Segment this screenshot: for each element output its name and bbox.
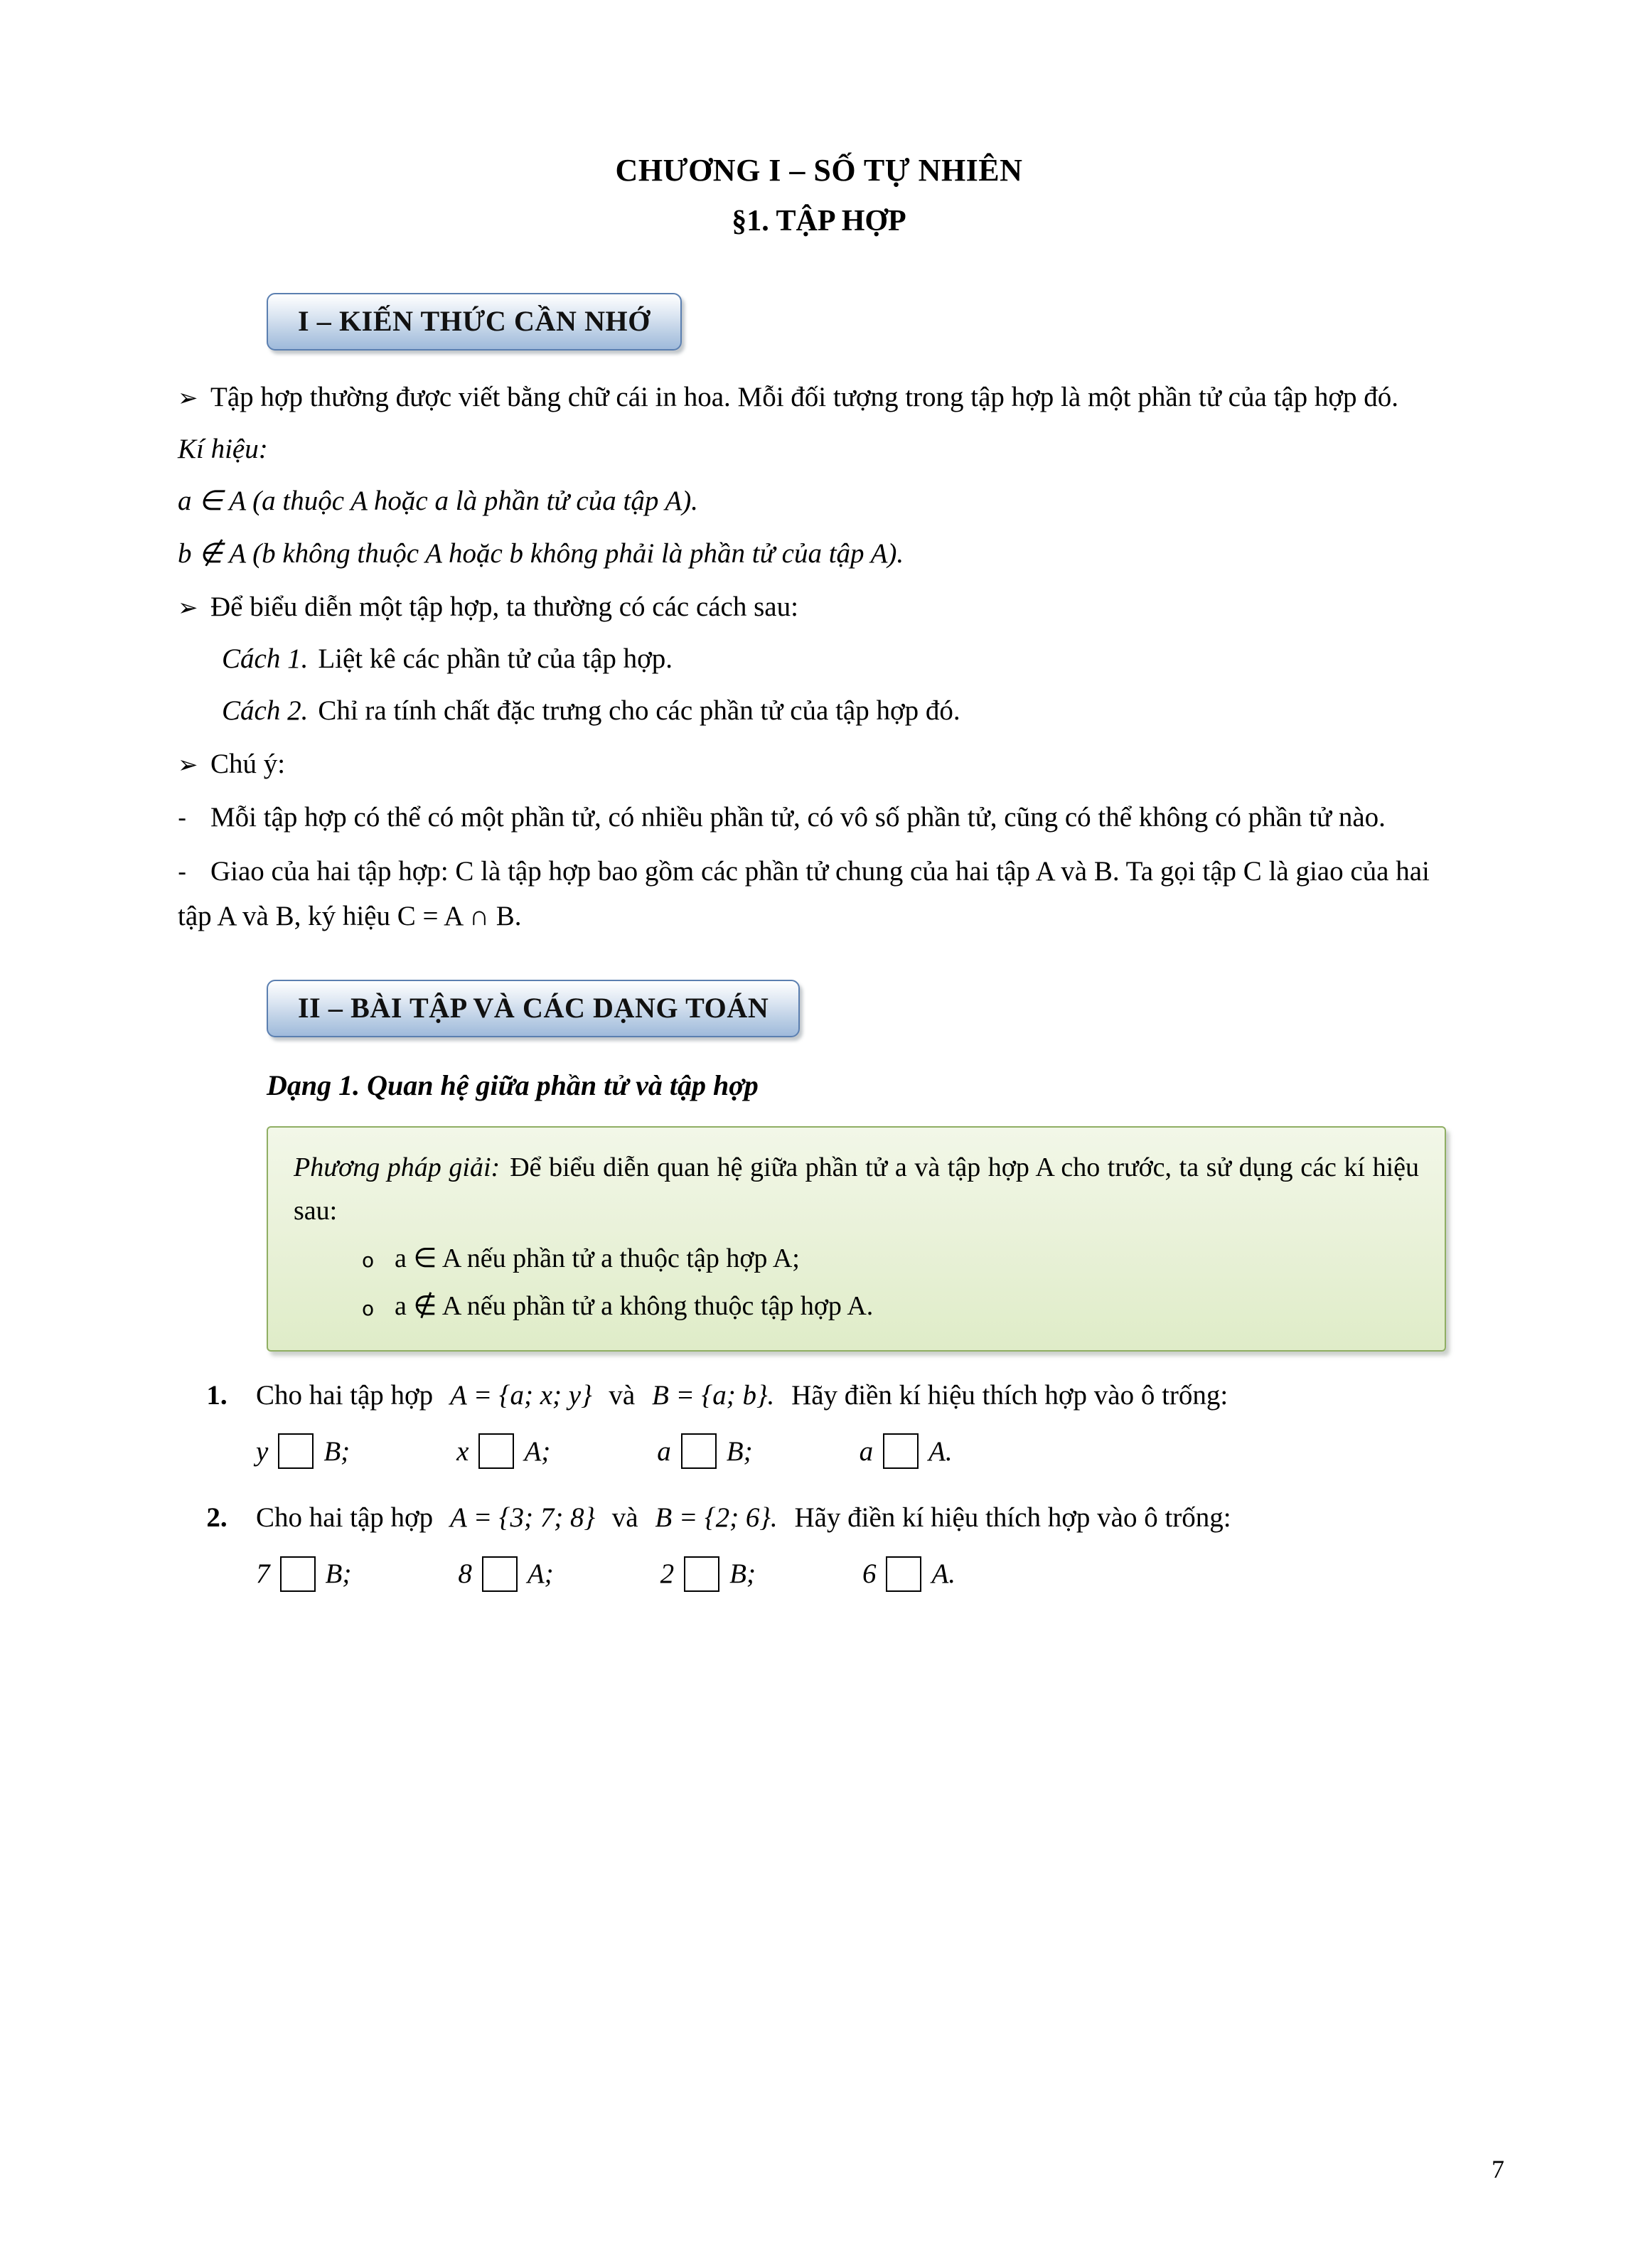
method-label: Phương pháp giải: [294, 1152, 500, 1182]
kihieu-label: Kí hiệu: [178, 434, 268, 465]
method-item-1-text: a ∈ A nếu phần tử a thuộc tập hợp A; [395, 1243, 800, 1273]
dash-bullet-icon: - [178, 804, 187, 833]
theory-note-2 [178, 849, 1460, 938]
cach2-text: Chỉ ra tính chất đặc trưng cho các phần tử của tập hợp đó. [318, 695, 960, 727]
method-box [267, 1126, 1446, 1352]
cach1-label: Cách 1. [222, 643, 309, 674]
exercise-1-blank-4 [860, 1429, 953, 1474]
exercise-2-blank-3 [660, 1551, 756, 1596]
part2-banner: II – BÀI TẬP VÀ CÁC DẠNG TOÁN [267, 980, 800, 1037]
blank-1-right: B; [325, 1558, 352, 1590]
kihieu-line-1: a ∈ A (a thuộc A hoặc a là phần tử của tập A). [178, 486, 698, 517]
method-text: Để biểu diễn quan hệ giữa phần tử a và tập hợp A cho trước, ta sử dụng các kí hiệu sau: [294, 1152, 1419, 1226]
circle-bullet-icon: o [362, 1248, 375, 1273]
exercise-1-set-b: B = {a; b}. [651, 1379, 775, 1411]
theory-note-1 [178, 795, 1460, 840]
blank-3-left: 2 [660, 1558, 675, 1590]
theory-bullet-1 [178, 375, 1460, 419]
exercise-2-text-after: Hãy điền kí hiệu thích hợp vào ô trống: [794, 1502, 1231, 1533]
exercise-1-blank-3 [657, 1429, 752, 1474]
chapter-title: CHƯƠNG I – SỐ TỰ NHIÊN [615, 153, 1023, 188]
arrow-bullet-icon: ➢ [178, 751, 198, 780]
blank-3-left: a [657, 1435, 671, 1467]
page-header [178, 0, 1460, 242]
exercise-1 [178, 1373, 1460, 1474]
exercise-1-body [256, 1373, 1460, 1474]
circle-bullet-icon: o [362, 1296, 375, 1320]
blank-4-right: A. [928, 1435, 953, 1467]
answer-box[interactable] [278, 1433, 314, 1469]
answer-box[interactable] [280, 1556, 316, 1592]
exercise-1-blank-2 [456, 1429, 550, 1474]
exercise-1-text-before: Cho hai tập hợp [256, 1379, 434, 1411]
arrow-bullet-icon: ➢ [178, 593, 198, 622]
exercise-2-blank-row [256, 1551, 1460, 1596]
blank-2-left: x [456, 1435, 469, 1467]
method-item-2-text: a ∉ A nếu phần tử a không thuộc tập hợp A. [395, 1291, 874, 1322]
theory-bullet-2 [178, 584, 1460, 629]
exercise-2-blank-1 [256, 1551, 351, 1596]
exercise-1-blank-1 [256, 1429, 350, 1474]
blank-1-left: 7 [256, 1558, 270, 1590]
page-number: 7 [1492, 2155, 1504, 2183]
blank-1-right: B; [323, 1435, 350, 1467]
theory-bullet-1-text: Tập hợp thường được viết bằng chữ cái in hoa. Mỗi đối tượng trong tập hợp là một phần tử của tập hợp đó. [210, 382, 1399, 413]
arrow-bullet-icon: ➢ [178, 384, 198, 413]
exercise-2 [178, 1495, 1460, 1596]
method-paragraph [294, 1146, 1419, 1233]
kihieu-line-2: b ∉ A (b không thuộc A hoặc b không phải là phần tử của tập A). [178, 537, 904, 569]
part1-banner-wrap [267, 293, 1460, 351]
answer-box[interactable] [886, 1556, 921, 1592]
blank-1-left: y [256, 1435, 269, 1467]
exercise-2-body [256, 1495, 1460, 1596]
answer-box[interactable] [478, 1433, 514, 1469]
part1-banner: I – KIẾN THỨC CẦN NHỚ [267, 293, 682, 351]
blank-4-left: 6 [862, 1558, 877, 1590]
blank-2-right: A; [524, 1435, 551, 1467]
answer-box[interactable] [684, 1556, 719, 1592]
exercise-1-conj: và [609, 1379, 636, 1411]
theory-bullet-3-text: Chú ý: [210, 749, 286, 780]
answer-box[interactable] [681, 1433, 717, 1469]
blank-2-left: 8 [458, 1558, 472, 1590]
exercise-1-number: 1. [206, 1379, 228, 1411]
dang1-title: Dạng 1. Quan hệ giữa phần tử và tập hợp [267, 1069, 759, 1101]
theory-note-2-text: Giao của hai tập hợp: C là tập hợp bao gồm các phần tử chung của hai tập A và B. Ta gọi tập C là giao của hai tập A và B, ký hiệu C = A ∩ B. [178, 855, 1430, 931]
cach1-line [222, 636, 1460, 681]
exercise-2-set-a: A = {3; 7; 8} [449, 1502, 596, 1533]
blank-3-right: B; [726, 1435, 753, 1467]
blank-2-right: A; [527, 1558, 554, 1590]
blank-4-left: a [859, 1435, 874, 1467]
exercise-2-conj: và [611, 1502, 638, 1533]
exercise-1-blank-row [256, 1429, 1460, 1474]
exercise-1-text-after: Hãy điền kí hiệu thích hợp vào ô trống: [791, 1379, 1228, 1411]
method-item-2 [362, 1285, 1419, 1329]
method-item-1 [362, 1237, 1419, 1281]
exercise-2-text-before: Cho hai tập hợp [256, 1502, 434, 1533]
theory-bullet-3 [178, 742, 1460, 786]
answer-box[interactable] [883, 1433, 919, 1469]
exercise-1-set-a: A = {a; x; y} [449, 1379, 592, 1411]
exercise-2-set-b: B = {2; 6}. [655, 1502, 778, 1533]
blank-4-right: A. [931, 1558, 956, 1590]
cach2-line [222, 688, 1460, 733]
cach2-label: Cách 2. [222, 695, 309, 727]
exercise-2-blank-2 [458, 1551, 553, 1596]
cach1-text: Liệt kê các phần tử của tập hợp. [318, 643, 673, 674]
part2-banner-wrap [267, 980, 1460, 1037]
blank-3-right: B; [729, 1558, 756, 1590]
answer-box[interactable] [482, 1556, 518, 1592]
dash-bullet-icon: - [178, 857, 187, 887]
exercise-2-number: 2. [206, 1502, 228, 1533]
theory-bullet-2-text: Để biểu diễn một tập hợp, ta thường có các cách sau: [210, 591, 798, 622]
theory-note-1-text: Mỗi tập hợp có thể có một phần tử, có nhiều phần tử, có vô số phần tử, cũng có thể không có phần tử nào. [210, 802, 1386, 833]
section-title: §1. TẬP HỢP [732, 205, 906, 238]
exercise-2-blank-4 [862, 1551, 956, 1596]
